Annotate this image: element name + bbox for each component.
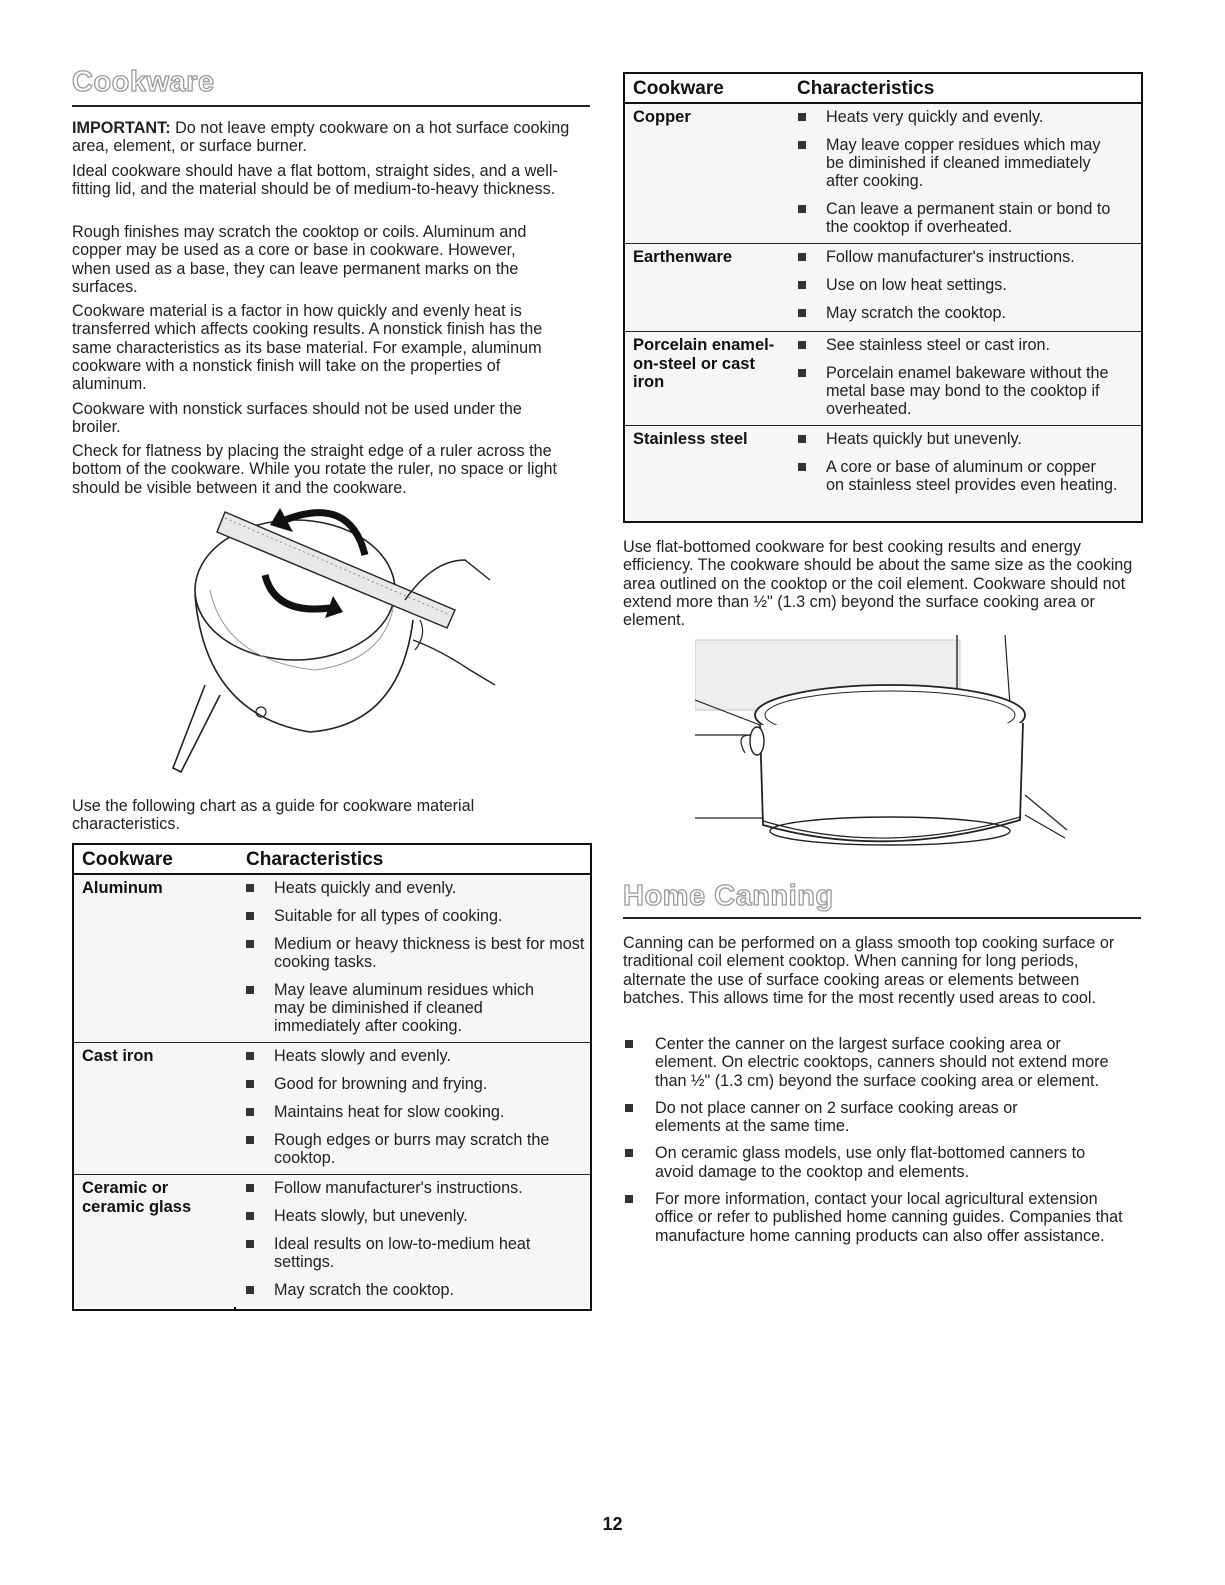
paragraph-rough: Rough finishes may scratch the cooktop or coils. Aluminum and copper may be used as a core or base in cookware. However, when used as a base, they can leave permanent marks on the surfaces.	[72, 223, 527, 296]
title-rule	[623, 917, 1141, 919]
cookware-table-left	[72, 843, 592, 1311]
table-row	[625, 244, 1141, 332]
important-paragraph	[72, 119, 572, 156]
table-row	[625, 426, 1141, 521]
table-header	[74, 845, 590, 875]
table-row	[74, 875, 590, 1043]
list-item: Ideal results on low-to-medium heat settings.	[236, 1235, 556, 1271]
row-name: Copper	[633, 108, 691, 126]
row-items	[788, 248, 1137, 332]
canning-intro: Canning can be performed on a glass smooth top cooking surface or traditional coil element cooktop. When canning for long periods, alternate the use of surface cooking areas or elements between batches. This allows time for the most recently used areas to cool.	[623, 934, 1115, 1007]
list-item: Use on low heat settings.	[788, 276, 1137, 294]
list-item: Follow manufacturer's instructions.	[236, 1179, 586, 1197]
list-item: Heats quickly and evenly.	[236, 879, 586, 897]
table-row	[74, 1175, 590, 1307]
important-label: IMPORTANT:	[72, 119, 171, 137]
list-item: Good for browning and frying.	[236, 1075, 586, 1093]
cookware-table-right	[623, 72, 1143, 523]
home-canning-title: Home Canning	[623, 880, 834, 912]
row-name: Earthenware	[633, 248, 733, 266]
header-cookware: Cookware	[82, 849, 173, 870]
list-item: Heats quickly but unevenly.	[788, 430, 1137, 448]
list-item: See stainless steel or cast iron.	[788, 336, 1137, 354]
page-number: 12	[602, 1514, 623, 1534]
table-row	[625, 104, 1141, 244]
list-item: Suitable for all types of cooking.	[236, 907, 586, 925]
list-item: Center the canner on the largest surface cooking area or element. On electric cooktops, canners should not extend more than ½" (1.3 cm) beyond the surface cooking area or element.	[623, 1035, 1113, 1090]
title-rule	[72, 105, 590, 107]
list-item: May scratch the cooktop.	[788, 304, 1137, 322]
list-item: Heats slowly and evenly.	[236, 1047, 586, 1065]
list-item: Maintains heat for slow cooking.	[236, 1103, 586, 1121]
row-name: Aluminum	[82, 879, 163, 897]
header-characteristics: Characteristics	[797, 78, 935, 99]
list-item: Can leave a permanent stain or bond to the cooktop if overheated.	[788, 200, 1118, 236]
list-item: For more information, contact your local agricultural extension office or refer to published home canning guides. Companies that manufacture home canning products can also offer assistance.	[623, 1190, 1123, 1245]
list-item: A core or base of aluminum or copper on stainless steel provides even heating.	[788, 458, 1118, 494]
row-items	[236, 1047, 586, 1177]
paragraph-ideal: Ideal cookware should have a flat bottom, straight sides, and a well-fitting lid, and the material should be of medium-to-heavy thickness.	[72, 162, 558, 199]
row-items	[788, 430, 1137, 504]
list-item: Heats slowly, but unevenly.	[236, 1207, 586, 1225]
chart-intro: Use the following chart as a guide for cookware material characteristics.	[72, 797, 475, 834]
header-characteristics: Characteristics	[246, 849, 384, 870]
list-item: On ceramic glass models, use only flat-bottomed canners to avoid damage to the cooktop and elements.	[623, 1144, 1113, 1181]
list-item: May scratch the cooktop.	[236, 1281, 586, 1299]
row-items	[236, 1179, 586, 1309]
list-item: Do not place canner on 2 surface cooking areas or elements at the same time.	[623, 1099, 1063, 1136]
pot-on-element-illustration	[695, 635, 1075, 855]
table-row	[74, 1043, 590, 1175]
important-text: Do not leave empty cookware on a hot surface cooking area, element, or surface burner.	[72, 119, 570, 156]
list-item: Porcelain enamel bakeware without the metal base may bond to the cooktop if overheated.	[788, 364, 1128, 418]
table-header	[625, 74, 1141, 104]
canning-bullets	[623, 1035, 1123, 1254]
paragraph-material: Cookware material is a factor in how quickly and evenly heat is transferred which affects cooking results. A nonstick finish has the same characteristics as its base material. For example, aluminum cookware with a nonstick finish will take on the properties of aluminum.	[72, 302, 543, 394]
paragraph-flatness: Check for flatness by placing the straight edge of a ruler across the bottom of the cookware. While you rotate the ruler, no space or light should be visible between it and the cookware.	[72, 442, 557, 497]
cookware-title: Cookware	[72, 66, 215, 98]
pan-ruler-illustration	[165, 500, 505, 790]
list-item: May leave aluminum residues which may be diminished if cleaned immediately after cooking.	[236, 981, 556, 1035]
header-cookware: Cookware	[633, 78, 724, 99]
list-item: Medium or heavy thickness is best for most cooking tasks.	[236, 935, 586, 971]
row-name: Porcelain enamel-on-steel or cast iron	[633, 336, 775, 391]
list-item: Follow manufacturer's instructions.	[788, 248, 1137, 266]
row-items	[236, 879, 586, 1045]
paragraph-nonstick: Cookware with nonstick surfaces should not be used under the broiler.	[72, 400, 522, 437]
row-name: Stainless steel	[633, 430, 748, 448]
flat-bottom-paragraph: Use flat-bottomed cookware for best cooking results and energy efficiency. The cookware should be about the same size as the cooking area outlined on the cooktop or the coil element. Cookware should not extend more than ½" (1.3 cm) beyond the surface cooking area or element.	[623, 538, 1133, 630]
list-item: May leave copper residues which may be diminished if cleaned immediately after cooking.	[788, 136, 1118, 190]
row-items	[788, 108, 1137, 246]
row-name: Cast iron	[82, 1047, 154, 1065]
list-item: Rough edges or burrs may scratch the cooktop.	[236, 1131, 586, 1167]
list-item: Heats very quickly and evenly.	[788, 108, 1137, 126]
row-name: Ceramic or ceramic glass	[82, 1179, 192, 1216]
table-row	[625, 332, 1141, 426]
row-items	[788, 336, 1137, 428]
